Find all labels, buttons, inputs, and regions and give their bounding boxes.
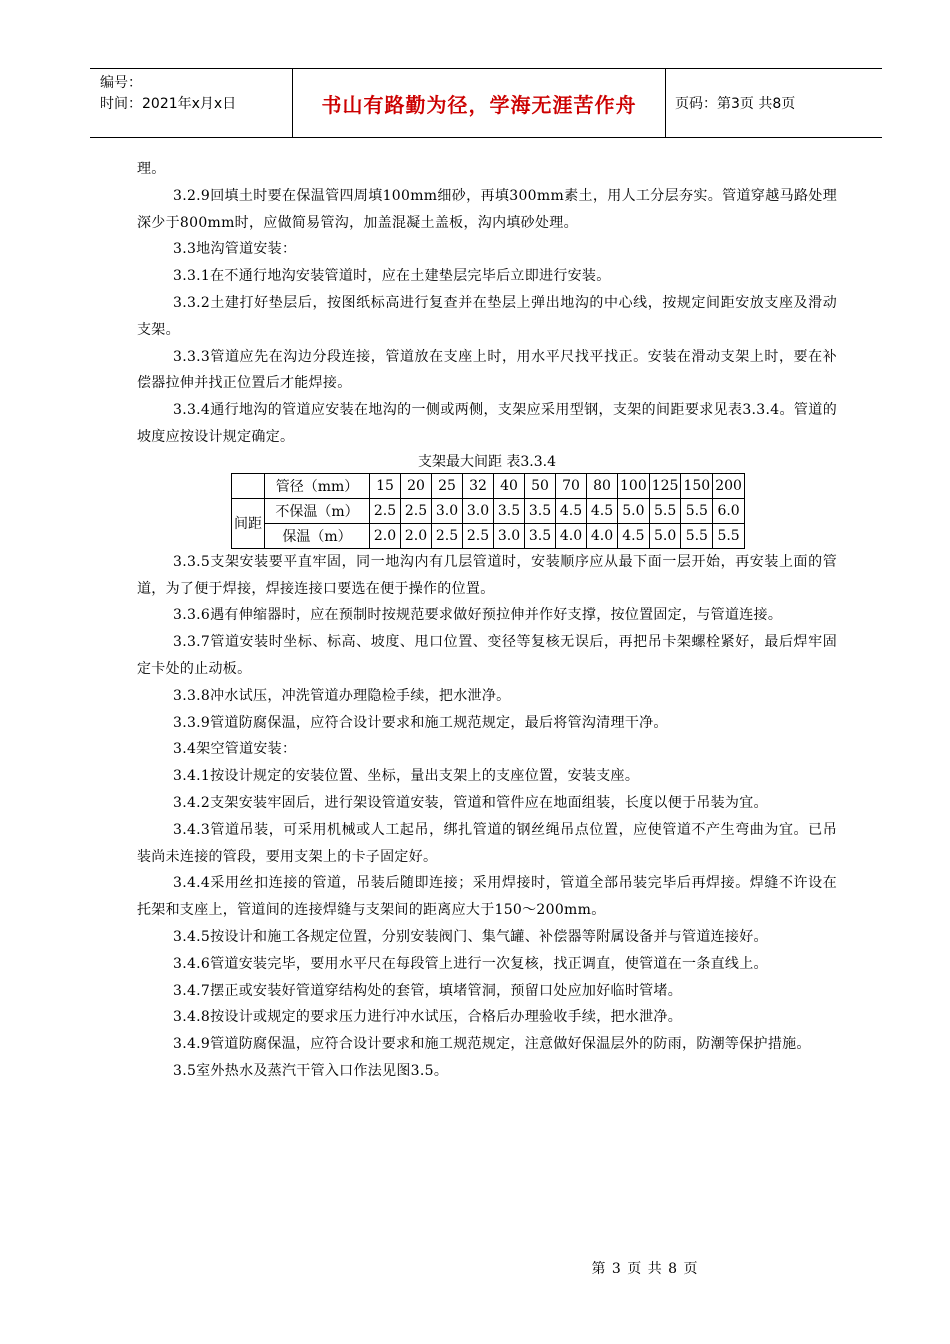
table-header-cell: 15 xyxy=(370,473,401,498)
table-header-cell: 80 xyxy=(587,473,618,498)
table-header-cell: 40 xyxy=(494,473,525,498)
page-footer: 第 3 页 共 8 页 xyxy=(591,1261,699,1277)
table-cell: 5.0 xyxy=(649,523,681,548)
table-cell: 4.0 xyxy=(556,523,587,548)
table-cell: 4.5 xyxy=(587,498,618,523)
support-spacing-table xyxy=(231,473,745,549)
header-meta xyxy=(100,73,300,115)
table-cell: 4.0 xyxy=(587,523,618,548)
table-cell: 3.5 xyxy=(525,498,556,523)
paragraph: 3.3.7管道安装时坐标、标高、坡度、甩口位置、变径等复核无误后，再把吊卡架螺栓紧好，最后焊牢固定卡处的止动板。 xyxy=(137,634,837,677)
header-divider-right xyxy=(665,69,666,137)
paragraph: 3.4.7摆正或安装好管道穿结构处的套管，填堵管洞，预留口处应加好临时管堵。 xyxy=(173,982,683,999)
paragraph: 3.4.8按设计或规定的要求压力进行冲水试压，合格后办理验收手续，把水泄净。 xyxy=(173,1009,683,1026)
table-group-label: 间距 xyxy=(232,498,265,548)
paragraph: 3.3.6遇有伸缩器时，应在预制时按规范要求做好预拉伸并作好支撑，按位置固定，与管道连接。 xyxy=(173,607,783,624)
table-cell: 2.5 xyxy=(432,523,463,548)
table-header-cell: 150 xyxy=(681,473,713,498)
paragraph: 3.3.2土建打好垫层后，按图纸标高进行复查并在垫层上弹出地沟的中心线，按规定间距安放支座及滑动支架。 xyxy=(137,294,837,338)
paragraph: 3.4.4采用丝扣连接的管道，吊装后随即连接；采用焊接时，管道全部吊装完毕后再焊接。焊缝不许设在托架和支座上，管道间的连接焊缝与支架间的距离应大于150～200mm。 xyxy=(137,875,837,919)
table-cell: 2.0 xyxy=(401,523,432,548)
document-body xyxy=(137,156,837,1085)
table-header-cell: 200 xyxy=(713,473,745,498)
table-header-cell: 50 xyxy=(525,473,556,498)
header-page-number: 页码：第3页 共8页 xyxy=(675,96,796,112)
table-header-cell: 100 xyxy=(618,473,650,498)
table-cell: 3.5 xyxy=(494,498,525,523)
paragraph: 3.4.3管道吊装，可采用机械或人工起吊，绑扎管道的钢丝绳吊点位置，应使管道不产生弯曲为宜。已吊装尚未连接的管段，要用支架上的卡子固定好。 xyxy=(137,821,837,865)
table-cell: 5.5 xyxy=(681,498,713,523)
document-number-label: 编号： xyxy=(100,75,142,91)
paragraphs-after-table xyxy=(137,549,837,1085)
table-header-cell: 125 xyxy=(649,473,681,498)
table-cell: 5.0 xyxy=(618,498,650,523)
paragraph: 理。 xyxy=(137,161,166,177)
paragraph: 3.4架空管道安装： xyxy=(173,741,297,758)
table-corner-cell xyxy=(232,473,265,498)
table-header-cell: 70 xyxy=(556,473,587,498)
table-row-label: 不保温（m） xyxy=(265,498,370,523)
table-cell: 2.0 xyxy=(370,523,401,548)
table-row xyxy=(232,523,745,548)
table-cell: 2.5 xyxy=(401,498,432,523)
paragraphs-before-table xyxy=(137,156,837,451)
table-cell: 3.0 xyxy=(432,498,463,523)
table-cell: 3.0 xyxy=(463,498,494,523)
paragraph: 3.3.4通行地沟的管道应安装在地沟的一侧或两侧，支架应采用型钢，支架的间距要求见表3.3.4。管道的坡度应按设计规定确定。 xyxy=(137,402,837,445)
table-header-cell: 20 xyxy=(401,473,432,498)
paragraph: 3.4.5按设计和施工各规定位置，分别安装阀门、集气罐、补偿器等附属设备并与管道连接好。 xyxy=(173,928,768,945)
table-header-cell: 32 xyxy=(463,473,494,498)
table-cell: 4.5 xyxy=(556,498,587,523)
paragraph: 3.4.2支架安装牢固后，进行架设管道安装，管道和管件应在地面组装，长度以便于吊装为宜。 xyxy=(173,794,768,811)
table-cell: 3.0 xyxy=(494,523,525,548)
paragraph: 3.3.9管道防腐保温，应符合设计要求和施工规范规定，最后将管沟清理干净。 xyxy=(173,714,668,731)
paragraph: 3.2.9回填土时要在保温管四周填100mm细砂，再填300mm素土，用人工分层夯实。管道穿越马路处理深少于800mm时，应做简易管沟，加盖混凝土盖板，沟内填砂处理。 xyxy=(137,187,837,231)
paragraph: 3.4.1按设计规定的安装位置、坐标，量出支架上的支座位置，安装支座。 xyxy=(173,768,640,785)
table-header-label: 管径（mm） xyxy=(265,473,370,498)
table-cell: 4.5 xyxy=(618,523,650,548)
paragraph: 3.3地沟管道安装： xyxy=(173,241,297,258)
table-cell: 5.5 xyxy=(681,523,713,548)
table-caption: 支架最大间距 表3.3.4 xyxy=(417,453,557,470)
table-cell: 6.0 xyxy=(713,498,745,523)
table-row xyxy=(232,498,745,523)
page-header xyxy=(90,68,882,138)
paragraph: 3.3.1在不通行地沟安装管道时，应在土建垫层完毕后立即进行安装。 xyxy=(173,268,611,285)
paragraph: 3.3.8冲水试压，冲洗管道办理隐检手续，把水泄净。 xyxy=(173,687,511,704)
table-row-label: 保温（m） xyxy=(265,523,370,548)
header-motto: 书山有路勤为径，学海无涯苦作舟 xyxy=(321,92,637,117)
document-time-label: 时间：2021年x月x日 xyxy=(100,96,237,112)
table-cell: 2.5 xyxy=(370,498,401,523)
paragraph: 3.5室外热水及蒸汽干管入口作法见图3.5。 xyxy=(173,1062,449,1079)
table-cell: 5.5 xyxy=(649,498,681,523)
paragraph: 3.4.9管道防腐保温，应符合设计要求和施工规范规定，注意做好保温层外的防雨，防潮等保护措施。 xyxy=(173,1036,811,1053)
paragraph: 3.3.3管道应先在沟边分段连接，管道放在支座上时，用水平尺找平找正。安装在滑动支架上时，要在补偿器拉伸并找正位置后才能焊接。 xyxy=(137,348,837,392)
paragraph: 3.3.5支架安装要平直牢固，同一地沟内有几层管道时，安装顺序应从最下面一层开始，再安装上面的管道，为了便于焊接，焊接连接口要选在便于操作的位置。 xyxy=(137,553,837,597)
table-cell: 3.5 xyxy=(525,523,556,548)
table-header-cell: 25 xyxy=(432,473,463,498)
table-cell: 5.5 xyxy=(713,523,745,548)
table-cell: 2.5 xyxy=(463,523,494,548)
paragraph: 3.4.6管道安装完毕，要用水平尺在每段管上进行一次复核，找正调直，使管道在一条直线上。 xyxy=(173,955,768,972)
